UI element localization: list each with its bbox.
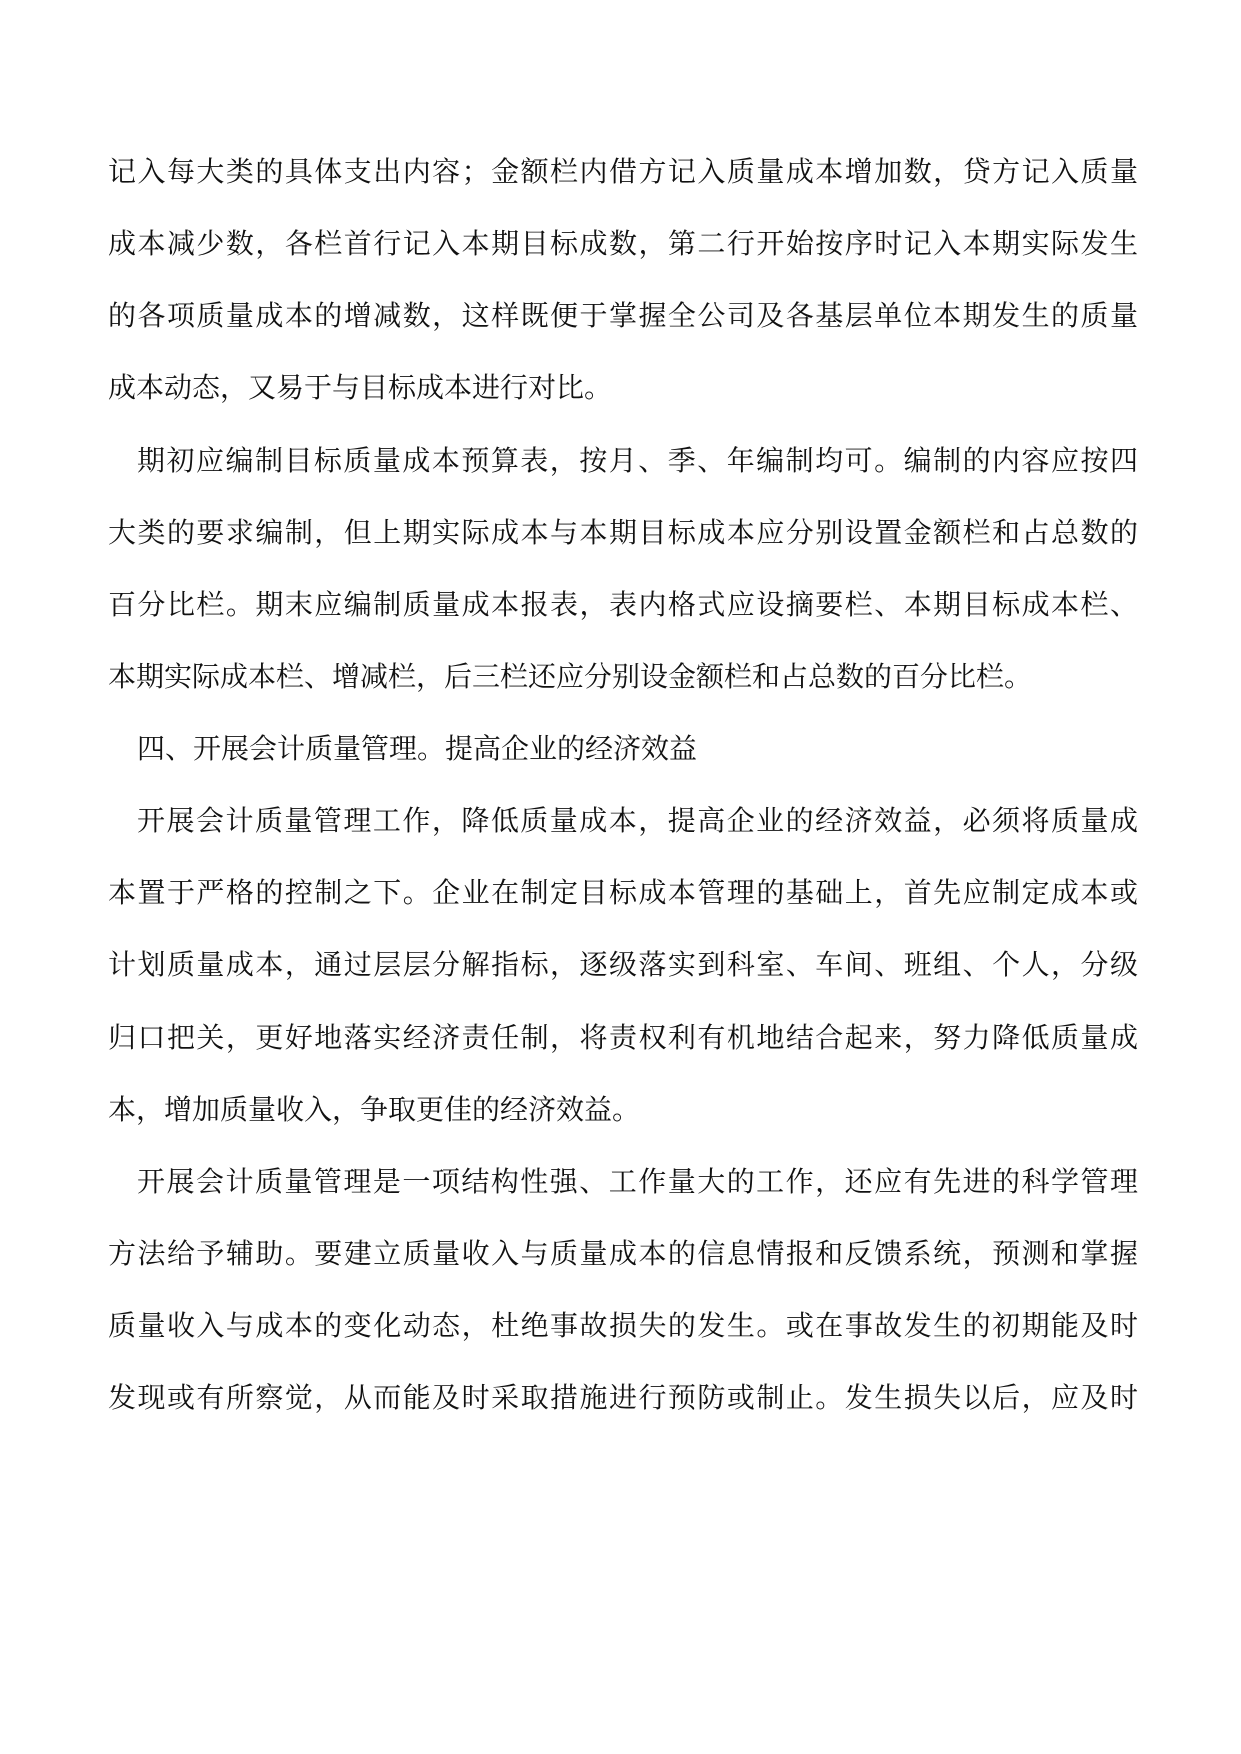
text-line: 百分比栏。期末应编制质量成本报表，表内格式应设摘要栏、本期目标成本栏、 [108,588,1138,621]
text-line: 计划质量成本，通过层层分解指标，逐级落实到科室、车间、班组、个人，分级 [108,948,1138,981]
text-line: 的各项质量成本的增减数，这样既便于掌握全公司及各基层单位本期发生的质量 [108,299,1138,332]
text-line: 归口把关，更好地落实经济责任制，将责权利有机地结合起来，努力降低质量成 [108,1021,1138,1054]
text-line: 质量收入与成本的变化动态，杜绝事故损失的发生。或在事故发生的初期能及时 [108,1309,1138,1342]
text-line: 发现或有所察觉，从而能及时采取措施进行预防或制止。发生损失以后，应及时 [108,1381,1138,1414]
paragraph-first-line: 期初应编制目标质量成本预算表，按月、季、年编制均可。编制的内容应按四 [137,444,1138,477]
paragraph-first-line: 开展会计质量管理工作，降低质量成本，提高企业的经济效益，必须将质量成 [137,804,1138,837]
text-line: 方法给予辅助。要建立质量收入与质量成本的信息情报和反馈系统，预测和掌握 [108,1237,1138,1270]
text-line: 本，增加质量收入，争取更佳的经济效益。 [108,1093,641,1126]
section-heading: 四、开展会计质量管理。提高企业的经济效益 [137,732,698,765]
text-line: 成本动态，又易于与目标成本进行对比。 [108,371,613,404]
text-line: 成本减少数，各栏首行记入本期目标成数，第二行开始按序时记入本期实际发生 [108,227,1138,260]
text-line: 本置于严格的控制之下。企业在制定目标成本管理的基础上，首先应制定成本或 [108,876,1138,909]
text-line: 大类的要求编制，但上期实际成本与本期目标成本应分别设置金额栏和占总数的 [108,516,1138,549]
text-line: 本期实际成本栏、增减栏，后三栏还应分别设金额栏和占总数的百分比栏。 [108,660,1033,693]
paragraph-first-line: 开展会计质量管理是一项结构性强、工作量大的工作，还应有先进的科学管理 [137,1165,1138,1198]
text-line: 记入每大类的具体支出内容；金额栏内借方记入质量成本增加数，贷方记入质量 [108,155,1138,188]
